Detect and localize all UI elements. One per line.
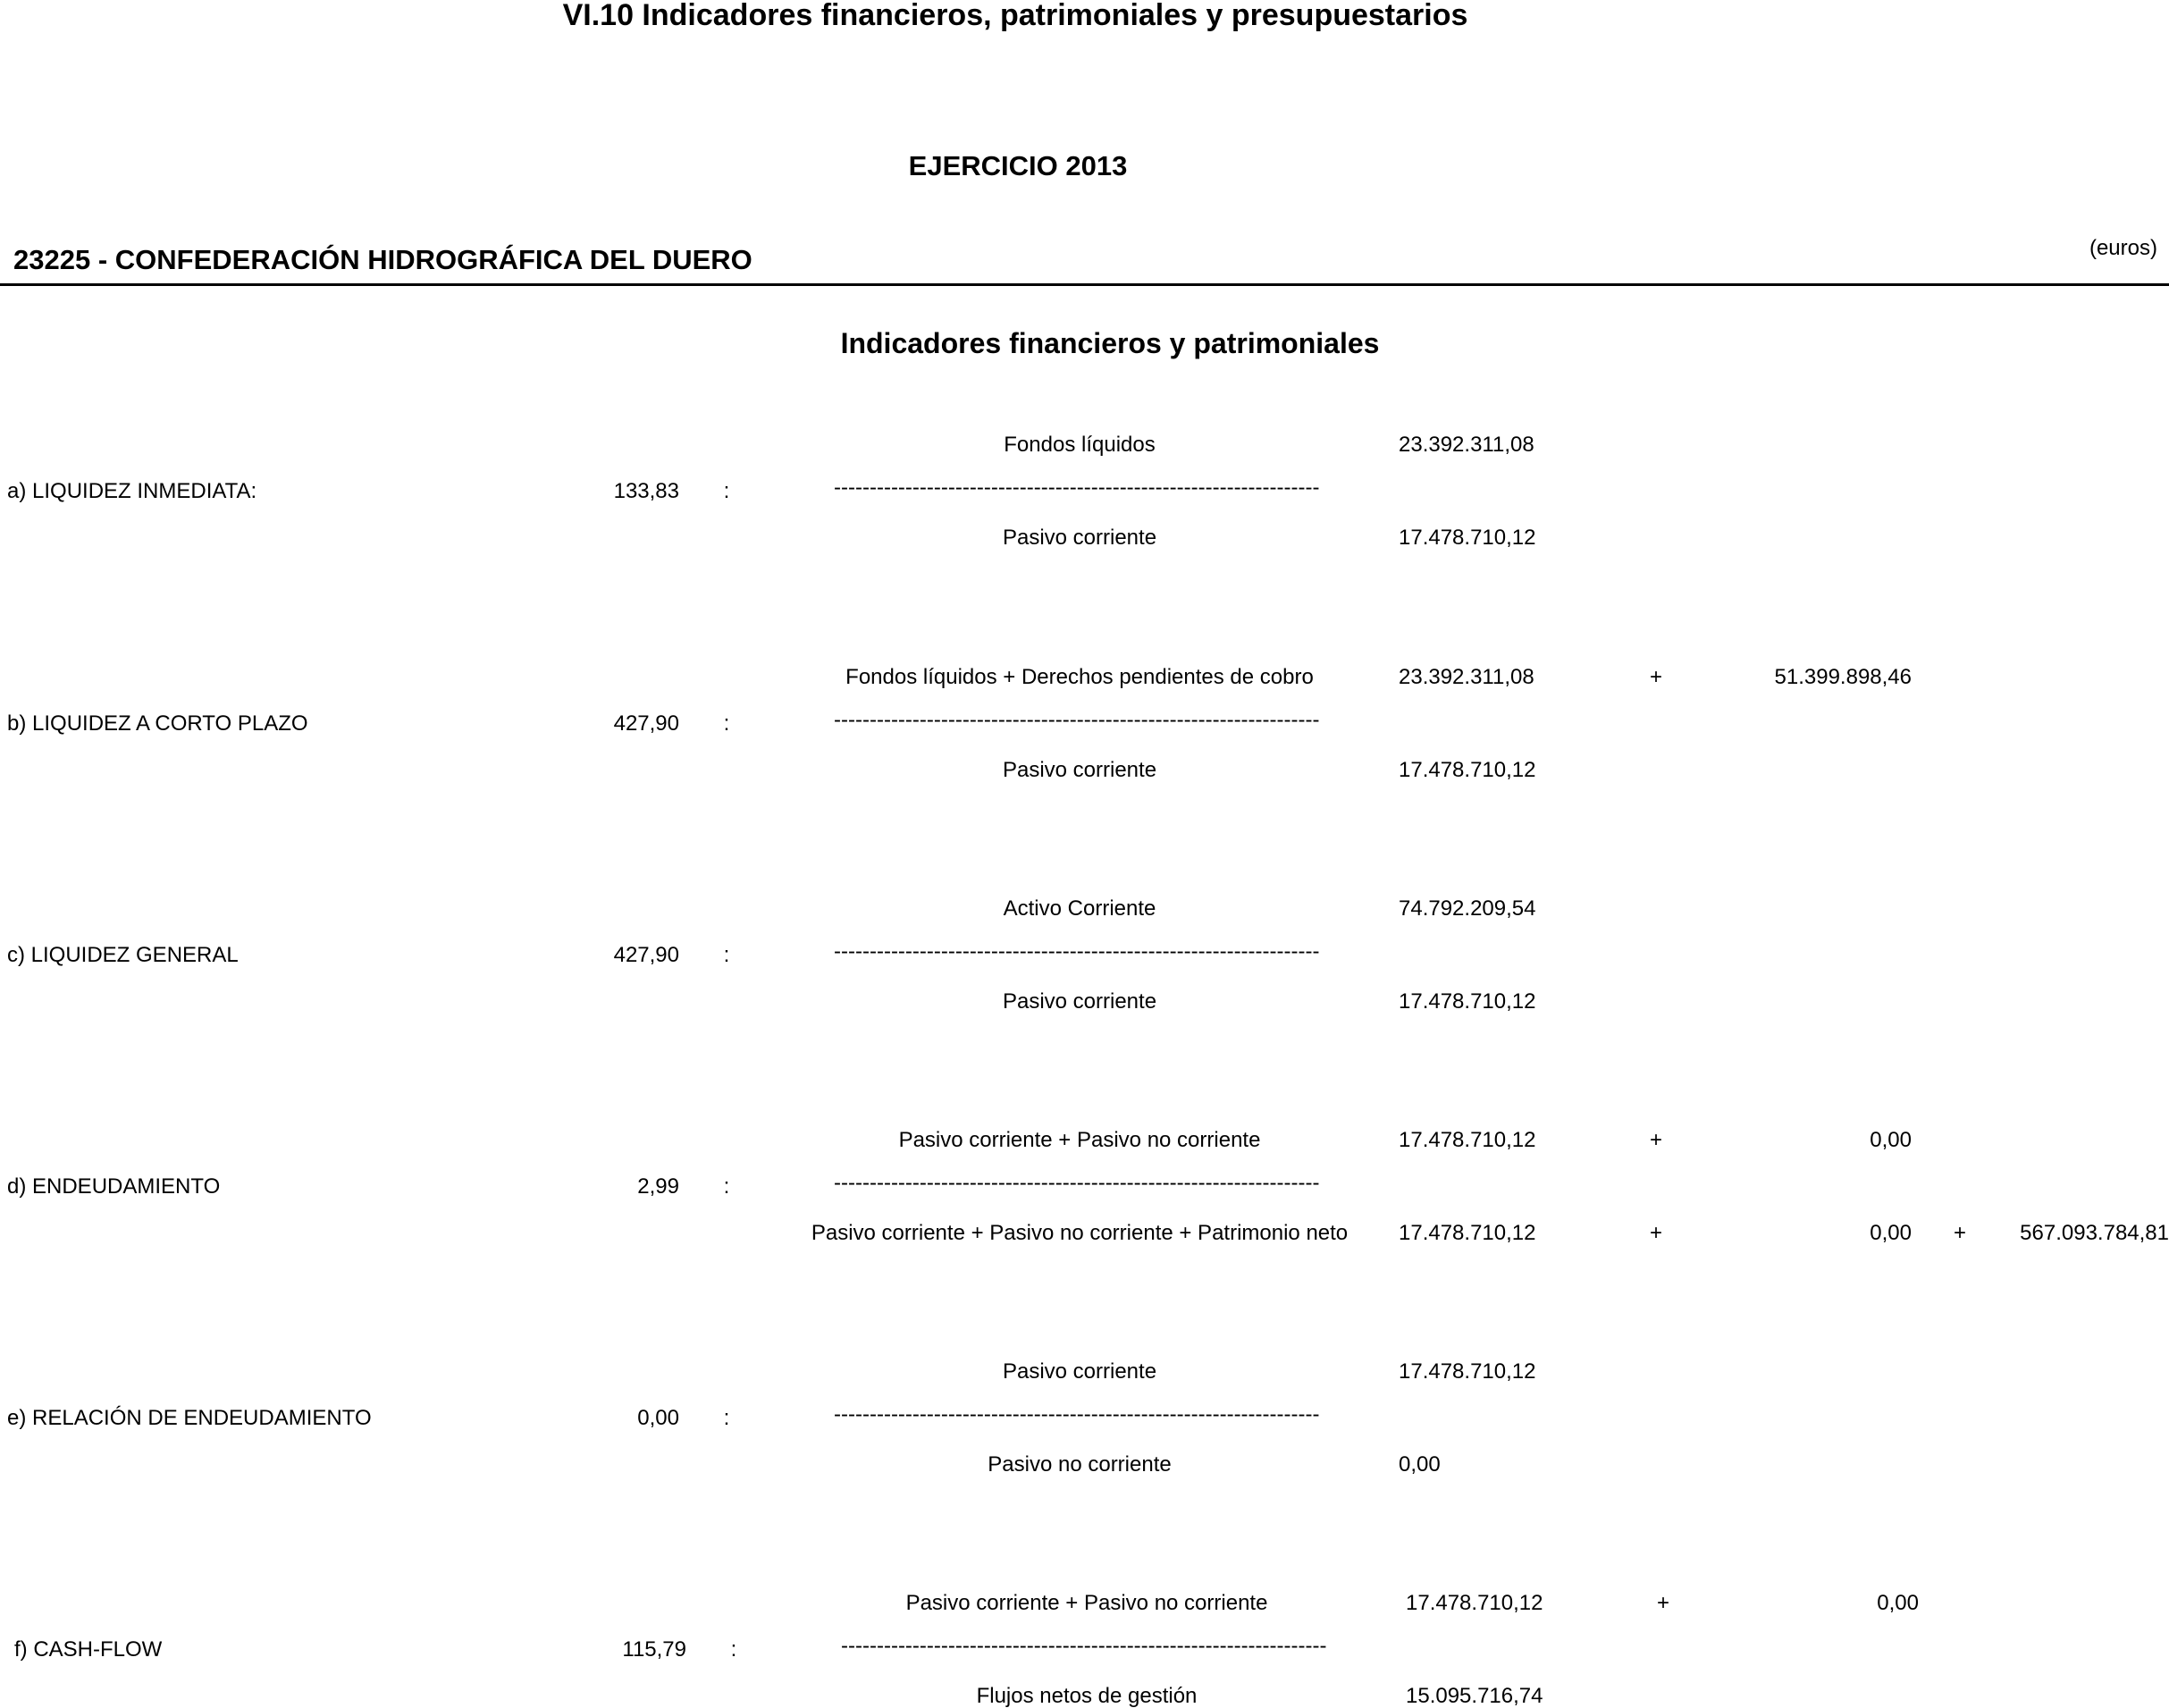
denominator-label: Pasivo no corriente <box>988 1452 1172 1477</box>
units-label: (euros) <box>2089 236 2157 260</box>
indicator-value: 0,00 <box>637 1406 679 1430</box>
indicator-value: 427,90 <box>613 711 679 736</box>
fraction-bar: -------------------------------------------------------------------- <box>834 939 1320 963</box>
header-divider <box>0 283 2169 286</box>
numerator-label: Pasivo corriente <box>1002 1359 1157 1384</box>
plus-operator: + <box>1953 1221 1967 1245</box>
denominator-value: 0,00 <box>1870 1221 1912 1245</box>
denominator-label: Pasivo corriente <box>1002 526 1157 550</box>
denominator-value: 15.095.716,74 <box>1406 1684 1543 1708</box>
separator-colon: : <box>730 1637 737 1662</box>
numerator-value: 0,00 <box>1877 1591 1919 1615</box>
separator-colon: : <box>723 1174 730 1199</box>
denominator-value: 0,00 <box>1399 1452 1441 1477</box>
denominator-value: 17.478.710,12 <box>1399 989 1536 1014</box>
plus-operator: + <box>1649 665 1663 689</box>
denominator-label: Pasivo corriente <box>1002 758 1157 782</box>
numerator-value: 0,00 <box>1870 1128 1912 1152</box>
denominator-label: Pasivo corriente <box>1002 989 1157 1014</box>
separator-colon: : <box>723 943 730 967</box>
denominator-label: Pasivo corriente + Pasivo no corriente + Patrimonio neto <box>811 1221 1349 1245</box>
indicator-label: a) LIQUIDEZ INMEDIATA: <box>7 479 257 503</box>
denominator-value: 567.093.784,81 <box>2020 1221 2169 1245</box>
numerator-label: Activo Corriente <box>1003 896 1156 921</box>
plus-operator: + <box>1649 1221 1663 1245</box>
separator-colon: : <box>723 1406 730 1430</box>
indicator-value: 427,90 <box>613 943 679 967</box>
entity-name: 23225 - CONFEDERACIÓN HIDROGRÁFICA DEL DUERO <box>13 244 752 275</box>
indicator-value: 115,79 <box>622 1637 686 1662</box>
numerator-value: 17.478.710,12 <box>1399 1359 1536 1384</box>
numerator-value: 23.392.311,08 <box>1399 665 1534 689</box>
plus-operator: + <box>1649 1128 1663 1152</box>
denominator-value: 17.478.710,12 <box>1399 1221 1536 1245</box>
indicator-label: f) CASH-FLOW <box>14 1637 163 1662</box>
numerator-label: Fondos líquidos + Derechos pendientes de cobro <box>845 665 1314 689</box>
fraction-bar: -------------------------------------------------------------------- <box>834 1402 1320 1426</box>
numerator-value: 17.478.710,12 <box>1406 1591 1543 1615</box>
numerator-value: 17.478.710,12 <box>1399 1128 1536 1152</box>
indicator-label: b) LIQUIDEZ A CORTO PLAZO <box>7 711 308 736</box>
fraction-bar: -------------------------------------------------------------------- <box>834 708 1320 732</box>
separator-colon: : <box>723 711 730 736</box>
fraction-bar: -------------------------------------------------------------------- <box>834 1171 1320 1195</box>
fraction-bar: -------------------------------------------------------------------- <box>841 1634 1327 1658</box>
indicator-label: d) ENDEUDAMIENTO <box>7 1174 221 1199</box>
indicator-label: e) RELACIÓN DE ENDEUDAMIENTO <box>7 1406 372 1430</box>
exercise-year: EJERCICIO 2013 <box>908 150 1128 181</box>
indicator-value: 133,83 <box>613 479 679 503</box>
numerator-label: Pasivo corriente + Pasivo no corriente <box>905 1591 1268 1615</box>
denominator-label: Flujos netos de gestión <box>976 1684 1198 1708</box>
numerator-value: 74.792.209,54 <box>1399 896 1536 921</box>
report-title: VI.10 Indicadores financieros, patrimoniales y presupuestarios <box>562 0 1468 32</box>
plus-operator: + <box>1656 1591 1670 1615</box>
numerator-value: 51.399.898,46 <box>1774 665 1912 689</box>
numerator-value: 23.392.311,08 <box>1399 433 1534 457</box>
denominator-value: 17.478.710,12 <box>1399 526 1536 550</box>
indicator-value: 2,99 <box>637 1174 679 1199</box>
numerator-label: Fondos líquidos <box>1004 433 1156 457</box>
fraction-bar: -------------------------------------------------------------------- <box>834 475 1320 500</box>
numerator-label: Pasivo corriente + Pasivo no corriente <box>898 1128 1261 1152</box>
indicator-label: c) LIQUIDEZ GENERAL <box>7 943 239 967</box>
separator-colon: : <box>723 479 730 503</box>
section-title: Indicadores financieros y patrimoniales <box>840 327 1380 359</box>
denominator-value: 17.478.710,12 <box>1399 758 1536 782</box>
